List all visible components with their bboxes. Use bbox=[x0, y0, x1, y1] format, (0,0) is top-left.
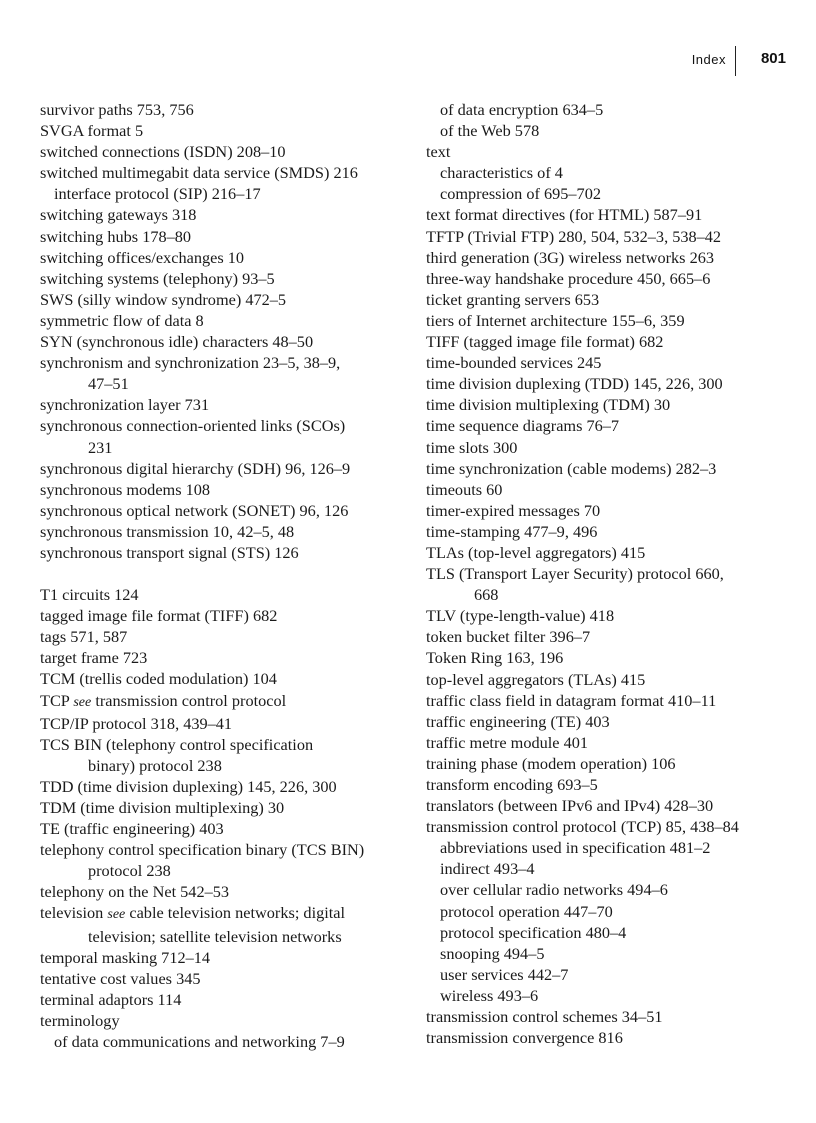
index-subentry: indirect 493–4 bbox=[440, 859, 535, 879]
index-entry: three-way handshake procedure 450, 665–6 bbox=[426, 268, 711, 288]
index-entry: temporal masking 712–14 bbox=[40, 947, 211, 967]
index-entry: TDD (time division duplexing) 145, 226, 300 bbox=[40, 776, 337, 796]
page-header bbox=[640, 46, 800, 76]
see-reference: see bbox=[73, 694, 92, 710]
index-entry: symmetric flow of data 8 bbox=[40, 310, 204, 330]
index-entry: transmission control protocol (TCP) 85, 438–84 bbox=[426, 817, 739, 837]
index-entry: SVGA format 5 bbox=[40, 121, 144, 141]
index-entry: timer-expired messages 70 bbox=[426, 500, 601, 520]
index-entry: SWS (silly window syndrome) 472–5 bbox=[40, 289, 287, 309]
index-entry: time slots 300 bbox=[426, 437, 518, 457]
index-entry: traffic engineering (TE) 403 bbox=[426, 711, 610, 731]
index-entry: time-bounded services 245 bbox=[426, 353, 602, 373]
index-entry: synchronous modems 108 bbox=[40, 479, 211, 499]
index-entry: third generation (3G) wireless networks 263 bbox=[426, 247, 715, 267]
index-subentry: wireless 493–6 bbox=[440, 985, 539, 1005]
index-entry: TFTP (Trivial FTP) 280, 504, 532–3, 538–42 bbox=[426, 226, 722, 246]
index-column-left bbox=[40, 99, 420, 1052]
index-entry: terminal adaptors 114 bbox=[40, 989, 182, 1009]
index-entry: switching gateways 318 bbox=[40, 205, 197, 225]
index-entry: traffic class field in datagram format 410–11 bbox=[426, 690, 717, 710]
index-subentry: interface protocol (SIP) 216–17 bbox=[54, 184, 261, 204]
index-entry: switching systems (telephony) 93–5 bbox=[40, 268, 275, 288]
index-subentry: snooping 494–5 bbox=[440, 943, 545, 963]
index-entry: TLV (type-length-value) 418 bbox=[426, 606, 615, 626]
index-subentry: abbreviations used in specification 481–2 bbox=[440, 838, 711, 858]
index-entry: text bbox=[426, 142, 451, 162]
page-number: 801 bbox=[760, 50, 786, 67]
index-subentry: compression of 695–702 bbox=[440, 184, 601, 204]
index-subentry: of the Web 578 bbox=[440, 121, 540, 141]
index-entry: top-level aggregators (TLAs) 415 bbox=[426, 669, 646, 689]
index-column-right bbox=[426, 99, 806, 1048]
index-entry: telephony control specification binary (TCS BIN) protocol 238 bbox=[40, 840, 365, 881]
index-entry: training phase (modem operation) 106 bbox=[426, 753, 676, 773]
index-entry: switching offices/exchanges 10 bbox=[40, 247, 245, 267]
index-entry: time synchronization (cable modems) 282–3 bbox=[426, 458, 717, 478]
index-entry: TCS BIN (telephony control specification binary) protocol 238 bbox=[40, 734, 314, 775]
index-entry: telephony on the Net 542–53 bbox=[40, 882, 230, 902]
see-reference: see bbox=[107, 907, 126, 923]
index-entry: T1 circuits 124 bbox=[40, 585, 139, 605]
index-entry: Token Ring 163, 196 bbox=[426, 648, 564, 668]
index-entry: switched connections (ISDN) 208–10 bbox=[40, 142, 286, 162]
index-entry: TCP see transmission control protocol bbox=[40, 690, 287, 710]
index-entry: ticket granting servers 653 bbox=[426, 289, 600, 309]
index-subentry: characteristics of 4 bbox=[440, 163, 563, 183]
index-entry: tiers of Internet architecture 155–6, 359 bbox=[426, 310, 685, 330]
index-entry: TDM (time division multiplexing) 30 bbox=[40, 798, 285, 817]
index-entry: traffic metre module 401 bbox=[426, 732, 589, 752]
index-entry: switching hubs 178–80 bbox=[40, 226, 192, 246]
index-entry: timeouts 60 bbox=[426, 479, 503, 499]
header-divider bbox=[735, 46, 737, 76]
index-entry: synchronism and synchronization 23–5, 38–9, 47–51 bbox=[40, 353, 341, 394]
index-entry: survivor paths 753, 756 bbox=[40, 100, 194, 119]
index-entry: synchronization layer 731 bbox=[40, 395, 210, 415]
index-entry: TCP/IP protocol 318, 439–41 bbox=[40, 713, 233, 733]
index-entry: time division duplexing (TDD) 145, 226, 300 bbox=[426, 374, 723, 394]
index-entry: time division multiplexing (TDM) 30 bbox=[426, 395, 671, 415]
index-entry: target frame 723 bbox=[40, 648, 148, 668]
index-entry: TE (traffic engineering) 403 bbox=[40, 819, 224, 839]
index-entry: translators (between IPv6 and IPv4) 428–30 bbox=[426, 796, 714, 816]
index-entry: synchronous transmission 10, 42–5, 48 bbox=[40, 521, 295, 541]
index-entry: TLAs (top-level aggregators) 415 bbox=[426, 542, 646, 562]
index-entry: time-stamping 477–9, 496 bbox=[426, 521, 598, 541]
index-entry: TIFF (tagged image file format) 682 bbox=[426, 332, 664, 352]
index-entry: SYN (synchronous idle) characters 48–50 bbox=[40, 332, 314, 352]
index-subentry: of data communications and networking 7–9 bbox=[54, 1032, 345, 1052]
running-head-section: Index bbox=[691, 52, 726, 67]
index-entry: tentative cost values 345 bbox=[40, 968, 201, 988]
index-entry: synchronous connection-oriented links (SCOs) 231 bbox=[40, 416, 346, 457]
index-entry: synchronous transport signal (STS) 126 bbox=[40, 542, 299, 562]
index-entry: switched multimegabit data service (SMDS) 216 bbox=[40, 163, 358, 183]
index-entry: text format directives (for HTML) 587–91 bbox=[426, 205, 703, 225]
index-subentry: protocol operation 447–70 bbox=[440, 901, 613, 921]
index-entry: television see cable television networks; digital television; satellite television networks bbox=[40, 903, 346, 946]
index-entry: time sequence diagrams 76–7 bbox=[426, 416, 620, 436]
index-entry: tagged image file format (TIFF) 682 bbox=[40, 606, 278, 626]
index-entry: synchronous digital hierarchy (SDH) 96, 126–9 bbox=[40, 458, 351, 478]
index-entry: transform encoding 693–5 bbox=[426, 775, 598, 794]
index-entry: TCM (trellis coded modulation) 104 bbox=[40, 669, 277, 689]
index-entry: tags 571, 587 bbox=[40, 627, 128, 647]
index-entry: transmission convergence 816 bbox=[426, 1028, 623, 1048]
index-subentry: protocol specification 480–4 bbox=[440, 922, 627, 942]
index-subentry: over cellular radio networks 494–6 bbox=[440, 880, 668, 900]
index-entry: synchronous optical network (SONET) 96, 126 bbox=[40, 500, 349, 520]
index-entry: terminology bbox=[40, 1010, 120, 1030]
index-entry: TLS (Transport Layer Security) protocol 660, 668 bbox=[426, 564, 724, 605]
index-entry: token bucket filter 396–7 bbox=[426, 627, 591, 647]
index-subentry: of data encryption 634–5 bbox=[440, 100, 604, 119]
index-entry: transmission control schemes 34–51 bbox=[426, 1007, 663, 1027]
index-subentry: user services 442–7 bbox=[440, 964, 569, 984]
